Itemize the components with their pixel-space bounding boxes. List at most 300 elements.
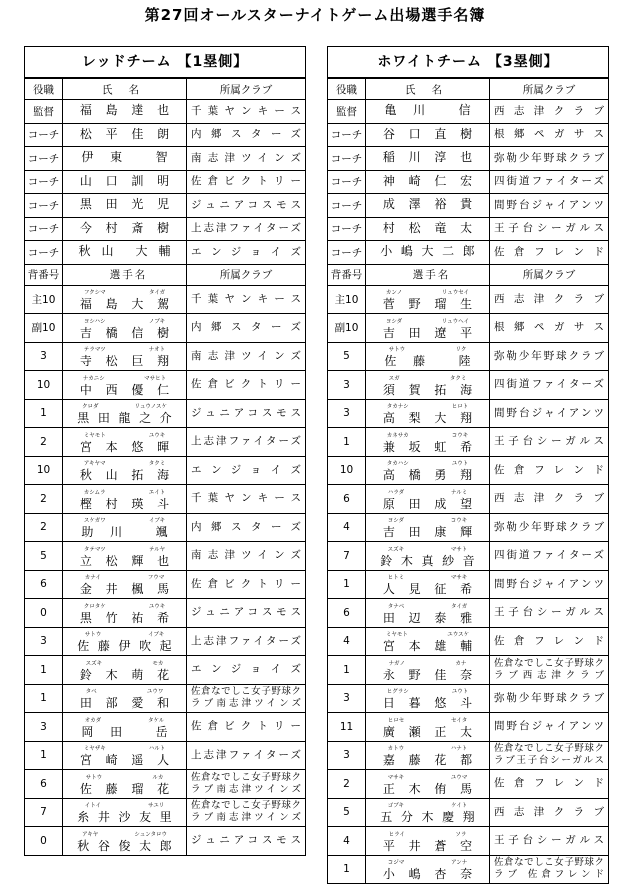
reading-text: リュウセイ [441,290,470,296]
club-cell [490,342,609,371]
club-cell [490,241,609,265]
name-cell [366,542,490,571]
name-char: 成 [382,197,395,212]
uniform-number: 4 [328,627,366,656]
staff-name [376,241,479,262]
reading-text: ヨシダ [387,518,404,524]
club-name: 佐倉なでしこ女子野球ク [494,743,604,755]
roster-table [328,78,608,883]
name-cell [63,194,187,218]
column-header: 所属クラブ [490,79,609,100]
name-box [366,490,489,513]
name-char: 樫 [79,496,92,511]
name-char: 瀬 [408,724,421,739]
player-name [73,810,176,825]
reading-text: マサキ [450,575,468,581]
name-box [63,347,186,370]
uniform-number: 3 [25,627,63,656]
reading-text: タクミ [148,461,166,467]
club-box [490,770,608,798]
role-cell: コーチ [25,170,63,194]
uniform-number: 1 [328,656,366,685]
name-cell [366,855,490,883]
name-char: 伊 [118,639,131,653]
name-char: 海 [460,382,473,397]
name-char: 坂 [408,439,421,454]
name-char: 亀 [384,103,397,118]
club-name: 佐倉フレンド [494,777,604,790]
reading-text: ヨシハシ [83,318,106,325]
name-box [366,433,489,456]
name-reading [73,404,176,411]
name-char: 秋 [79,468,92,482]
club-cell [490,798,609,827]
staff-row [328,147,608,171]
name-cell [63,741,187,770]
reading-text: コウキ [451,432,469,439]
club-name: 南志津ツインズ [191,151,301,164]
name-reading [376,547,479,554]
name-box [63,100,186,122]
uniform-number: 5 [25,542,63,571]
club-cell [187,599,306,628]
player-name [73,668,176,683]
club-box [490,628,608,656]
club-name: 弥勒少年野球クラブ [494,520,604,533]
name-char: 斗 [460,696,473,710]
club-box [490,571,608,599]
name-reading [376,632,479,639]
name-char: 翔 [157,354,170,368]
name-char: 暉 [157,439,170,454]
name-char: 黒 [79,610,92,625]
name-char: 祐 [131,610,144,625]
club-box [490,856,608,884]
club-cell [187,314,306,343]
name-cell [366,194,490,218]
uniform-number: 3 [328,741,366,770]
name-char: 松 [408,220,421,235]
uniform-number: 4 [328,513,366,542]
staff-row [25,147,305,171]
club-name: 佐倉フレンド [494,634,604,647]
name-char: 大 [421,244,434,259]
player-name [73,326,176,341]
name-char: 福 [79,297,92,311]
player-header-row [328,264,608,285]
name-char: 谷 [97,838,110,853]
name-cell [63,217,187,241]
name-box [366,632,489,655]
reading-text: アキヤマ [83,461,106,467]
player-row [25,770,305,799]
club-name: 根郷ペガサス [494,128,604,141]
reading-text: ケイト [451,803,468,809]
column-header: 所属クラブ [187,79,306,100]
name-reading [376,290,479,297]
club-cell [490,713,609,742]
staff-name [73,218,176,239]
name-char: 楓 [131,582,144,596]
name-cell [366,827,490,856]
club-name: 西志津クラブ [494,104,604,117]
reading-text: テラマツ [83,347,106,353]
reading-text: ナガノ [388,660,405,667]
reading-text: フウマ [147,575,165,581]
name-char: 川 [413,103,426,118]
club-box [187,286,305,314]
name-char: 光 [131,197,144,212]
player-name [376,582,479,597]
roster-table [25,78,305,855]
name-char: 貴 [460,197,473,212]
club-name: 南志津ツインズ [191,349,301,362]
club-name: 佐倉なでしこ女子野球ク [494,857,604,869]
name-char: 佳 [131,126,144,141]
name-reading [376,803,479,810]
club-cell [187,713,306,742]
name-char: 小 [380,244,393,259]
name-char: 賀 [408,382,421,397]
name-box [63,775,186,798]
name-box [63,604,186,627]
column-header: 背番号 [328,264,366,285]
name-char: 瑠 [131,781,144,796]
reading-text: カンノ [385,290,403,296]
reading-text: リュウノスケ [134,404,167,410]
club-name: 王子台シーガルス [494,834,604,847]
player-name [73,696,176,711]
staff-name [376,218,479,239]
name-reading [73,803,176,810]
name-cell [63,456,187,485]
name-char: 井 [97,810,110,824]
reading-text: ヒライ [388,831,405,838]
reading-text: アンナ [450,860,468,866]
player-name [376,354,479,369]
name-char: 田 [79,696,92,710]
player-row [25,285,305,314]
staff-header-row [328,79,608,100]
name-char: 陸 [458,354,471,368]
club-name: 西志津クラブ [494,492,604,505]
player-name [376,639,479,654]
player-name [73,554,176,569]
column-header: 役職 [328,79,366,100]
name-char: 悠 [131,439,144,454]
uniform-number: 10 [25,371,63,400]
name-cell [63,713,187,742]
player-name [376,696,479,711]
name-char: 音 [462,553,475,568]
player-row [25,314,305,343]
name-char: 吹 [139,639,152,653]
name-cell [63,656,187,685]
staff-name [376,100,479,121]
name-char: 宮 [79,753,92,767]
name-char: 雄 [434,639,447,653]
name-char: 里 [159,810,172,824]
name-char: 虹 [434,439,447,454]
player-row [25,428,305,457]
reading-text: タカハシ [386,461,409,467]
name-char: 仁 [434,173,447,188]
name-cell [366,627,490,656]
player-row [328,285,608,314]
club-name: 弥勒少年野球クラブ [494,349,604,362]
player-row [328,599,608,628]
club-cell [187,123,306,147]
name-char: 本 [105,439,118,454]
name-char: 黒 [79,197,92,212]
role-cell: コーチ [328,170,366,194]
name-reading [376,718,479,725]
name-box [366,575,489,598]
name-char: 大 [131,297,144,311]
name-char: 裕 [434,197,447,212]
uniform-number: 6 [328,485,366,514]
team-title: ホワイトチーム 【3塁側】 [328,47,608,78]
name-box [63,194,186,216]
player-name [73,639,176,654]
team-title: レッドチーム 【1塁側】 [25,47,305,78]
club-box [187,571,305,599]
reading-text: クロダ [82,404,99,410]
player-name [376,839,479,854]
player-name [73,582,176,597]
name-char: 寺 [79,354,92,368]
club-box [187,514,305,542]
name-char: 分 [400,810,413,824]
name-char: 訓 [131,173,144,188]
player-row [25,798,305,827]
club-box [187,241,305,264]
role-cell: コーチ [328,123,366,147]
name-char: 遼 [434,325,447,340]
club-cell [490,855,609,883]
name-char: 今 [79,220,92,235]
name-char: 郎 [159,838,172,853]
player-row [25,827,305,855]
club-cell [187,147,306,171]
name-char: 野 [408,667,421,682]
name-char: 嶋 [408,867,421,881]
name-char: 悠 [434,696,447,710]
player-name [376,497,479,512]
column-header: 役職 [25,79,63,100]
name-box [366,171,489,193]
club-cell [187,656,306,685]
name-char: 廣 [382,724,395,739]
name-char: 淳 [434,150,447,165]
reading-text: フクシマ [83,290,106,296]
name-char: 望 [460,496,473,511]
name-box [63,218,186,240]
club-box [187,457,305,485]
club-cell [490,217,609,241]
club-name: ラブ南志津ツインズ [191,783,301,795]
name-box [366,832,489,855]
name-char: 佐 [77,639,90,653]
name-char: 翔 [460,468,473,482]
player-row [25,741,305,770]
club-name: 間野台ジャイアンツ [494,406,604,419]
player-row [328,485,608,514]
name-char: 樹 [157,325,170,340]
name-char: 生 [460,297,473,311]
club-box [490,124,608,147]
name-char: 高 [382,468,395,482]
name-char: 嘉 [382,753,395,767]
name-char: 日 [382,696,395,710]
name-reading [73,746,176,753]
reading-text: カトウ [387,746,405,752]
club-cell [490,314,609,343]
name-char: 樹 [157,220,170,235]
reading-text: エイト [148,489,166,496]
club-cell [490,827,609,856]
club-name: 王子台シーガルス [494,435,604,448]
name-char: 友 [139,810,152,824]
club-box [490,241,608,264]
club-box [490,656,608,684]
club-name: 王子台シーガルス [494,606,604,619]
reading-text: ヒトミ [387,575,405,581]
player-name [376,440,479,455]
staff-name [73,241,176,262]
name-char: 郎 [462,244,475,259]
club-name: 佐倉ビクトリー [191,720,301,733]
club-box [187,314,305,342]
name-box [366,461,489,484]
name-char: 秋 [77,838,90,853]
name-reading [73,832,176,839]
reading-text: テルヤ [148,546,166,553]
player-row [328,741,608,770]
reading-text: ハナト [450,746,468,752]
club-name: 内郷スターズ [191,128,301,141]
club-name: 間野台ジャイアンツ [494,198,604,211]
name-char: 梨 [408,411,421,425]
player-row [328,456,608,485]
uniform-number: 3 [328,371,366,400]
uniform-number: 5 [328,342,366,371]
name-char: 宏 [460,173,473,188]
name-char: 岳 [155,724,168,739]
player-row [25,456,305,485]
name-char: 也 [157,553,170,568]
club-box [490,171,608,194]
club-cell [187,684,306,713]
name-char: 遥 [131,753,144,767]
uniform-number: 1 [25,656,63,685]
club-cell [187,100,306,124]
name-char: 吉 [382,525,395,539]
club-name: ジュニアコスモス [191,198,301,211]
name-char: 雅 [460,610,473,625]
reading-text: ナルミ [451,489,468,496]
name-box [63,490,186,513]
club-cell [490,542,609,571]
role-cell: コーチ [328,217,366,241]
name-char: 信 [131,325,144,340]
club-cell [490,570,609,599]
uniform-number: 3 [328,399,366,428]
reading-text: サユリ [147,803,165,809]
club-name: 上志津ファイターズ [191,435,301,448]
name-char: 永 [382,667,395,682]
player-name [376,468,479,483]
name-box [63,433,186,456]
player-name [73,297,176,312]
club-cell [490,741,609,770]
column-header: 背番号 [25,264,63,285]
name-reading [73,433,176,440]
uniform-number: 1 [328,570,366,599]
player-name [73,440,176,455]
name-cell [63,285,187,314]
player-name [73,354,176,369]
name-reading [73,490,176,497]
club-box [490,428,608,456]
name-char: 竹 [105,610,118,625]
name-char: 達 [131,103,144,118]
name-reading [376,433,479,440]
role-cell: コーチ [328,147,366,171]
name-cell [366,656,490,685]
name-char: 児 [157,197,170,212]
club-cell [490,684,609,713]
name-reading [73,661,176,668]
name-reading [73,575,176,582]
name-cell [63,342,187,371]
name-char: 翔 [462,810,475,824]
name-char: 山 [79,173,92,188]
name-cell [366,285,490,314]
name-char: 海 [157,468,170,482]
name-char: 成 [434,496,447,511]
staff-name [376,124,479,145]
name-char: 澤 [408,197,421,212]
reading-text: マサト [450,546,468,553]
player-row [25,684,305,713]
player-name [376,782,479,797]
player-row [328,713,608,742]
player-name [376,383,479,398]
player-row [25,485,305,514]
name-char: 杏 [434,867,447,881]
name-char: 駕 [157,297,170,311]
reading-text: ルカ [152,774,164,781]
name-reading [73,775,176,782]
player-name [376,867,479,882]
name-char: 口 [105,173,118,188]
club-name: 南志津ツインズ [191,549,301,562]
name-cell [366,314,490,343]
club-box [187,147,305,170]
name-box [366,547,489,570]
player-name [376,810,479,825]
club-box [490,685,608,713]
club-cell [490,285,609,314]
name-box [63,547,186,570]
name-char: 崎 [105,753,118,767]
name-char: 稲 [382,150,395,165]
name-char: 俊 [118,838,131,853]
name-char: 五 [380,810,393,824]
player-row [328,513,608,542]
club-name: ジュニアコスモス [191,606,301,619]
